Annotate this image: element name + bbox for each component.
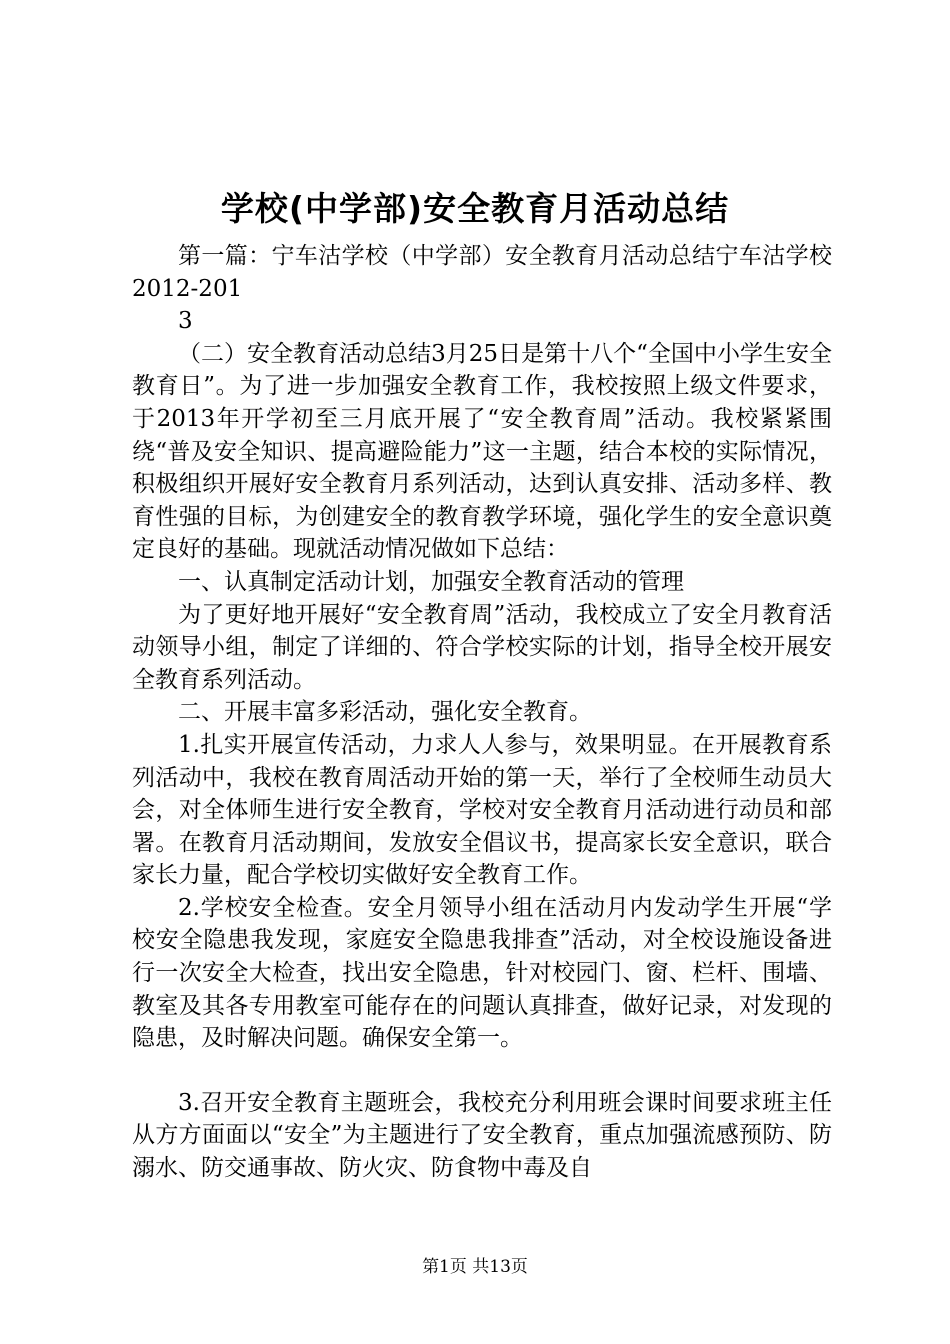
paragraph-section-one-heading: 一、认真制定活动计划，加强安全教育活动的管理: [178, 568, 684, 595]
document-body: [132, 240, 832, 1185]
paragraph-heading-continuation: 3: [178, 308, 193, 335]
paragraph-heading-line: 第一篇：宁车沽学校（中学部）安全教育月活动总结宁车沽学校2012-201: [132, 243, 832, 302]
page-footer: 第1页 共13页: [422, 1257, 528, 1277]
paragraph-section-one-body: 为了更好地开展好“安全教育周”活动，我校成立了安全月教育活动领导小组，制定了详细的、符合学校实际的计划，指导全校开展安全教育系列活动。: [132, 601, 832, 693]
document-title: 学校(中学部)安全教育月活动总结: [220, 189, 730, 228]
paragraph-item-three: 3.召开安全教育主题班会，我校充分利用班会课时间要求班主任从方方面面以“安全”为主题进行了安全教育，重点加强流感预防、防溺水、防交通事故、防火灾、防食物中毒及自: [132, 1089, 832, 1182]
paragraph-item-one: 1.扎实开展宣传活动，力求人人参与，效果明显。在开展教育系列活动中，我校在教育周活动开始的第一天，举行了全校师生动员大会，对全体师生进行安全教育，学校对安全教育月活动进行动员和部署。在教育月活动期间，发放安全倡议书，提高家长安全意识，联合家长力量，配合学校切实做好安全教育工作。: [132, 731, 832, 889]
paragraph-intro: （二）安全教育活动总结3月25日是第十八个“全国中小学生安全教育日”。为了进一步加强安全教育工作，我校按照上级文件要求，于2013年开学初至三月底开展了“安全教育周”活动。我校紧紧围绕“普及安全知识、提高避险能力”这一主题，结合本校的实际情况，积极组织开展好安全教育月系列活动，达到认真安排、活动多样、教育性强的目标，为创建安全的教育教学环境，强化学生的安全意识奠定良好的基础。现就活动情况做如下总结：: [132, 340, 832, 563]
paragraph-item-two: 2.学校安全检查。安全月领导小组在活动月内发动学生开展“学校安全隐患我发现，家庭安全隐患我排查”活动，对全校设施设备进行一次安全大检查，找出安全隐患，针对校园门、窗、栏杆、围墙、教室及其各专用教室可能存在的问题认真排查，做好记录，对发现的隐患，及时解决问题。确保安全第一。: [132, 894, 832, 1052]
paragraph-section-two-heading: 二、开展丰富多彩活动，强化安全教育。: [178, 699, 592, 726]
